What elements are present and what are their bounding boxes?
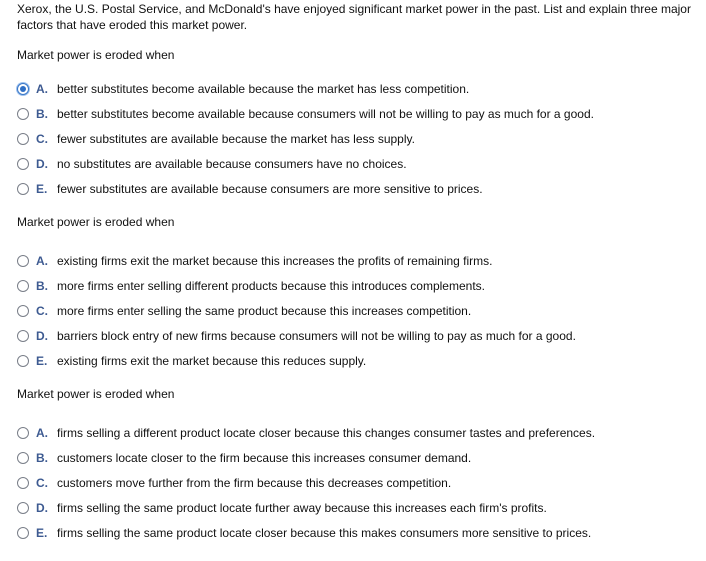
option-letter: C. — [36, 132, 48, 146]
group-1-prompt: Market power is eroded when — [17, 48, 175, 62]
option-text: barriers block entry of new firms because consumers will not be willing to pay as much for a good. — [57, 329, 576, 343]
group-1-option-e[interactable] — [17, 179, 483, 199]
group-1-option-d[interactable] — [17, 154, 407, 174]
option-text: fewer substitutes are available because the market has less supply. — [57, 132, 415, 146]
group-3-option-a[interactable] — [17, 423, 595, 443]
option-text: firms selling a different product locate closer because this changes consumer tastes and preferences. — [57, 426, 596, 440]
radio-button[interactable] — [17, 527, 29, 539]
radio-button[interactable] — [17, 255, 29, 267]
option-letter: A. — [36, 426, 48, 440]
option-letter: C. — [36, 476, 48, 490]
option-letter: B. — [36, 279, 48, 293]
option-letter: C. — [36, 304, 48, 318]
radio-button[interactable] — [17, 108, 29, 120]
option-letter: B. — [36, 451, 48, 465]
option-letter: E. — [36, 526, 48, 540]
radio-button[interactable] — [17, 83, 29, 95]
option-text: no substitutes are available because consumers have no choices. — [57, 157, 407, 171]
option-text: existing firms exit the market because this increases the profits of remaining firms. — [57, 254, 493, 268]
group-3-option-d[interactable] — [17, 498, 547, 518]
radio-button[interactable] — [17, 330, 29, 342]
option-letter: A. — [36, 82, 48, 96]
group-2-prompt: Market power is eroded when — [17, 215, 175, 229]
radio-button[interactable] — [17, 452, 29, 464]
group-2-option-d[interactable] — [17, 326, 576, 346]
option-letter: D. — [36, 157, 48, 171]
option-letter: A. — [36, 254, 48, 268]
option-text: better substitutes become available because consumers will not be willing to pay as much for a good. — [57, 107, 594, 121]
option-text: fewer substitutes are available because consumers are more sensitive to prices. — [57, 182, 483, 196]
option-text: more firms enter selling different products because this introduces complements. — [57, 279, 485, 293]
radio-button[interactable] — [17, 158, 29, 170]
question-text: Xerox, the U.S. Postal Service, and McDonald's have enjoyed significant market power in the past. List and explain three major factors that have eroded this market power. — [17, 2, 691, 32]
radio-button[interactable] — [17, 280, 29, 292]
radio-button[interactable] — [17, 305, 29, 317]
option-text: customers locate closer to the firm because this increases consumer demand. — [57, 451, 472, 465]
option-text: existing firms exit the market because this reduces supply. — [57, 354, 367, 368]
radio-button[interactable] — [17, 183, 29, 195]
group-1-option-c[interactable] — [17, 129, 415, 149]
group-1-option-a[interactable] — [17, 79, 469, 99]
group-3-option-b[interactable] — [17, 448, 471, 468]
radio-button[interactable] — [17, 355, 29, 367]
option-letter: B. — [36, 107, 48, 121]
radio-button[interactable] — [17, 427, 29, 439]
option-text: firms selling the same product locate further away because this increases each firm's profits. — [57, 501, 547, 515]
radio-button[interactable] — [17, 477, 29, 489]
group-1-option-b[interactable] — [17, 104, 594, 124]
group-3-option-c[interactable] — [17, 473, 451, 493]
option-text: firms selling the same product locate closer because this makes consumers more sensitive to prices. — [57, 526, 592, 540]
group-2-option-b[interactable] — [17, 276, 485, 296]
group-2-option-e[interactable] — [17, 351, 366, 371]
group-3-prompt: Market power is eroded when — [17, 387, 175, 401]
group-2-option-c[interactable] — [17, 301, 471, 321]
option-text: better substitutes become available because the market has less competition. — [57, 82, 470, 96]
option-text: more firms enter selling the same product because this increases competition. — [57, 304, 472, 318]
option-text: customers move further from the firm because this decreases competition. — [57, 476, 452, 490]
option-letter: D. — [36, 501, 48, 515]
option-letter: D. — [36, 329, 48, 343]
option-letter: E. — [36, 182, 48, 196]
radio-button[interactable] — [17, 133, 29, 145]
group-3-option-e[interactable] — [17, 523, 591, 543]
option-letter: E. — [36, 354, 48, 368]
radio-button[interactable] — [17, 502, 29, 514]
group-2-option-a[interactable] — [17, 251, 493, 271]
